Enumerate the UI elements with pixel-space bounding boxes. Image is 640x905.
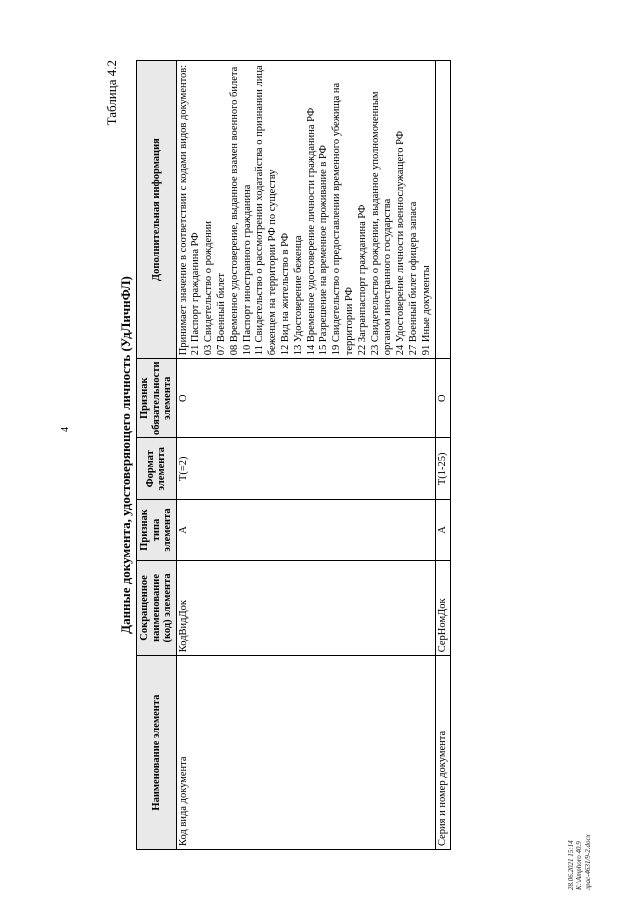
info-line: 24 Удостоверение личности военнослужащего РФ	[395, 130, 407, 356]
info-line: 12 Вид на жительство в РФ	[280, 232, 292, 356]
cell-info	[435, 61, 451, 359]
cell-type: А	[435, 500, 451, 560]
header-element-format: Формат элемента	[137, 438, 177, 500]
rotated-page-content	[102, 60, 522, 850]
header-additional-info: Дополнительная информация	[137, 61, 177, 359]
cell-code: СерНомДок	[435, 560, 451, 656]
cell-required: О	[435, 359, 451, 438]
cell-info	[176, 61, 435, 359]
info-line: 03 Свидетельство о рождении	[203, 221, 215, 356]
cell-name: Код вида документа	[176, 656, 435, 850]
info-line: 91 Иные документы	[420, 265, 432, 356]
table-header-row	[137, 61, 177, 850]
footer-path: K:\Amphoro 40.9 лрас-4631/9-2.docx	[575, 834, 592, 890]
info-line: 07 Военный билет	[216, 273, 228, 356]
header-element-name: Наименование элемента	[137, 656, 177, 850]
cell-required: О	[176, 359, 435, 438]
info-line: 23 Свидетельство о рождении, выданное уполномоченным органом иностранного государства	[369, 91, 394, 356]
info-line: 08 Временное удостоверение, выданное взамен военного билета	[228, 66, 240, 356]
info-line: 22 Загранпаспорт гражданина РФ	[356, 204, 368, 356]
footer-date: 28.06.2021 15:14	[567, 840, 575, 890]
cell-format: T(1-25)	[435, 438, 451, 500]
info-line: 19 Свидетельство о предоставлении временного убежища на территории РФ	[331, 82, 355, 356]
table-title: Данные документа, удостоверяющего личность (УдЛичнФЛ)	[118, 276, 133, 634]
cell-code: КодВидДок	[176, 560, 435, 656]
table-row	[435, 61, 451, 850]
info-line: Принимает значение в соответствии с кодами видов документов:	[177, 64, 189, 356]
info-line: 21 Паспорт гражданина РФ	[190, 232, 202, 356]
cell-format: T(=2)	[176, 438, 435, 500]
info-line: 13 Удостоверение беженца	[292, 235, 304, 356]
table-label: Таблица 4.2	[104, 60, 119, 126]
page-number: 4	[60, 427, 71, 432]
info-line: 27 Военный билет офицера запаса	[407, 201, 419, 356]
cell-type: А	[176, 500, 435, 560]
header-element-code: Сокращенное наименование (код) элемента	[137, 560, 177, 656]
data-table	[136, 60, 451, 850]
info-line: 15 Разрешение на временное проживание в РФ	[318, 145, 330, 356]
info-line: 14 Временное удостоверение личности гражданина РФ	[305, 107, 317, 356]
file-footer	[567, 817, 592, 890]
cell-name: Серия и номер документа	[435, 656, 451, 850]
header-element-type: Признак типа элемента	[137, 500, 177, 560]
info-line: 11 Свидетельство о рассмотрении ходатайства о признании лица беженцем на территории РФ по существу	[254, 65, 279, 356]
table-row	[176, 61, 435, 850]
info-line: 10 Паспорт иностранного гражданина	[241, 184, 253, 356]
caption-row	[102, 60, 132, 850]
header-element-required: Признак обязательности элемента	[137, 359, 177, 438]
